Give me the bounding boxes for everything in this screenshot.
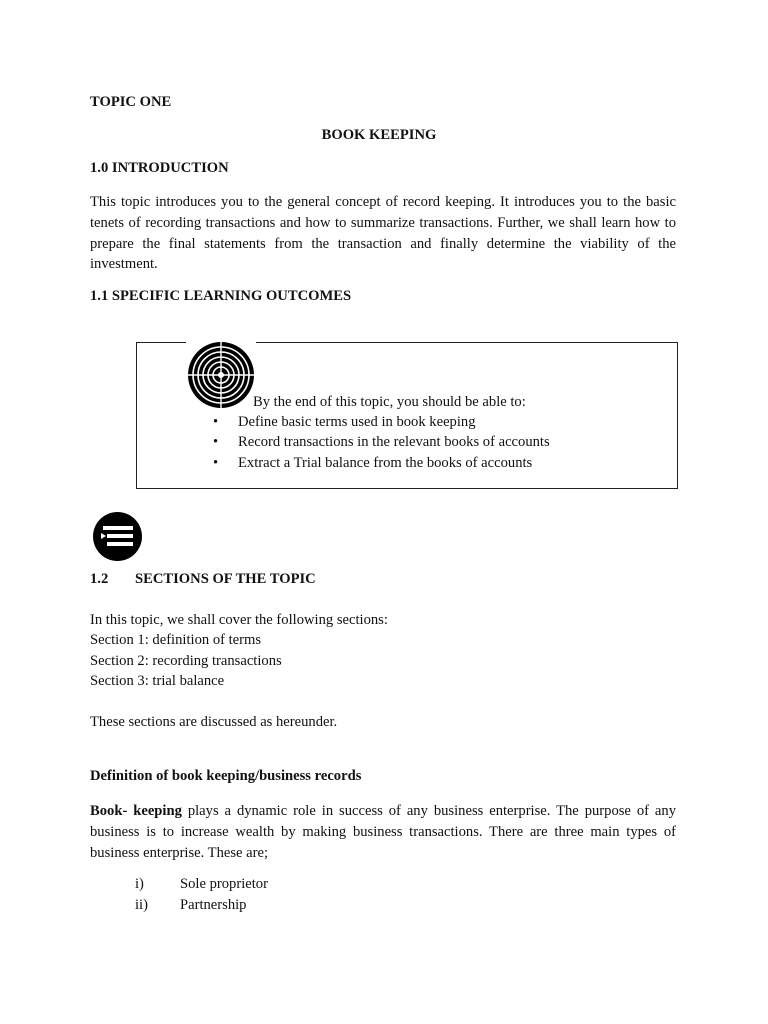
definition-paragraph-text: plays a dynamic role in success of any business enterprise. The purpose of any business is to increase wealth by making business transactions. There are three main types of business enterprise. These are; (90, 803, 676, 861)
page-title: BOOK KEEPING (321, 127, 437, 143)
list-item-number: i) (135, 876, 144, 892)
list-item-text: Sole proprietor (180, 876, 268, 892)
outcome-item-text: Extract a Trial balance from the books of accounts (238, 455, 533, 471)
outcome-item-text: Record transactions in the relevant books of accounts (238, 434, 550, 450)
intro-paragraph: This topic introduces you to the general concept of record keeping. It introduces you to the basic tenets of recording transactions and how to summarize transactions. Further, we shall learn how to prepare the final statements from the transaction and finally determine the viability of the investment. (90, 194, 676, 273)
document-list-icon (92, 511, 143, 562)
outcomes-heading: 1.1 SPECIFIC LEARNING OUTCOMES (90, 288, 352, 304)
sections-closing: These sections are discussed as hereunder. (90, 714, 338, 730)
list-item-number: ii) (135, 897, 148, 913)
bullet-icon: • (213, 414, 219, 430)
definition-paragraph (90, 801, 676, 863)
topic-label: TOPIC ONE (90, 94, 172, 110)
bullet-icon: • (213, 434, 219, 450)
outcome-item-text: Define basic terms used in book keeping (238, 414, 476, 430)
definition-heading: Definition of book keeping/business records (90, 768, 362, 784)
sections-line: In this topic, we shall cover the following sections: (90, 612, 388, 628)
list-item-text: Partnership (180, 897, 247, 913)
sections-line: Section 1: definition of terms (90, 632, 262, 648)
sections-line: Section 3: trial balance (90, 673, 225, 689)
intro-heading: 1.0 INTRODUCTION (90, 160, 229, 176)
definition-term: Book- keeping (90, 803, 182, 819)
sections-number: 1.2 (90, 571, 109, 587)
sections-line: Section 2: recording transactions (90, 653, 282, 669)
outcomes-lead: By the end of this topic, you should be able to: (253, 394, 526, 410)
target-icon (186, 339, 256, 411)
bullet-icon: • (213, 455, 219, 471)
sections-heading: SECTIONS OF THE TOPIC (135, 571, 316, 587)
